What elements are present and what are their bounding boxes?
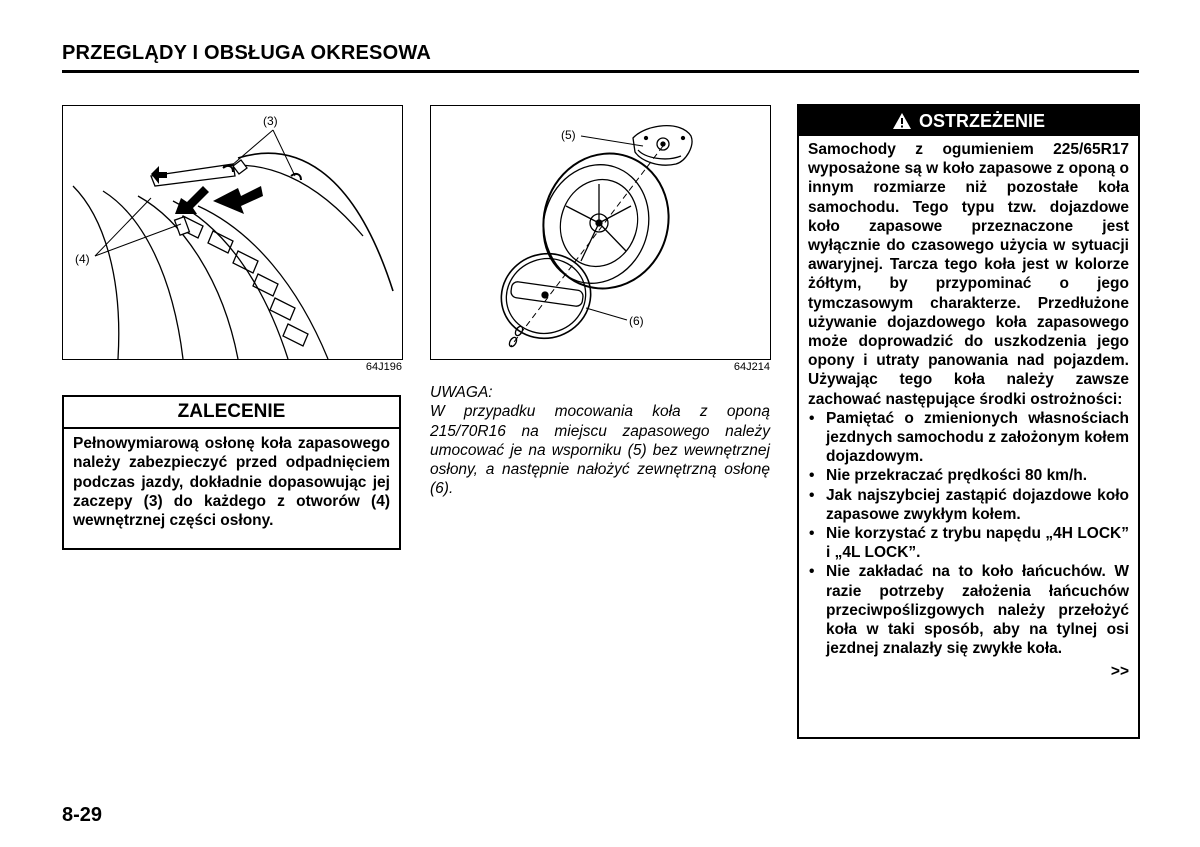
page-header-title: PRZEGLĄDY I OBSŁUGA OKRESOWA — [62, 42, 431, 64]
recommendation-text: Pełnowymiarową osłonę koła zapasowego należy zabezpieczyć przed odpadnięciem podczas jazdy, dokładnie dopasowując jej zaczepy (3) do każdego z otworów (4) wewnętrznej części osłony. — [73, 435, 390, 530]
header-rule — [62, 70, 1139, 73]
callout-4: (4) — [75, 252, 90, 266]
recommendation-box — [62, 395, 401, 550]
note-block — [430, 383, 770, 499]
callout-5: (5) — [561, 128, 576, 142]
warning-list — [808, 409, 1129, 659]
warning-list-item: • Jak najszybciej zastąpić dojazdowe koło zapasowe zwykłym kołem. — [808, 486, 1129, 524]
note-label: UWAGA: — [430, 384, 493, 401]
warning-list-item: • Nie przekraczać prędkości 80 km/h. — [808, 466, 1129, 485]
recommendation-title: ZALECENIE — [64, 397, 399, 429]
callout-6: (6) — [629, 314, 644, 328]
warning-list-item: • Nie korzystać z trybu napędu „4H LOCK” i „4L LOCK”. — [808, 524, 1129, 562]
page-number: 8-29 — [62, 804, 103, 826]
warning-body — [799, 136, 1138, 682]
warning-intro: Samochody z ogumieniem 225/65R17 wyposażone są w koło zapasowe z oponą o innym rozmiarze niż pozostałe koła samochodu. Tego typu tzw. dojazdowe koło zapasowe przeznaczone jest wyłącznie do czasowego użycia w sytuacji awaryjnej. Tarcza tego koła jest w kolorze żółtym, by przypominać o jego tymczasowym charakterze. Przedłużone używanie dojazdowego koła zapasowego może doprowadzić do uszkodzenia jego opony i utraty panowania nad pojazdem. Używając tego koła należy zawsze zachować następujące środki ostrożności: — [808, 141, 1129, 408]
warning-title: OSTRZEŻENIE — [918, 110, 1045, 131]
figure-code-middle: 64J214 — [733, 361, 770, 373]
warning-triangle-icon — [892, 112, 912, 130]
warning-list-item: • Pamiętać o zmienionych własnościach jezdnych samochodu z założonym kołem dojazdowym. — [808, 409, 1129, 467]
warning-list-item: • Nie zakładać na to koło łańcuchów. W razie potrzeby założenia łańcuchów przeciwpoślizgowych należy przełożyć koła w taki sposób, aby na tylnej osi jezdnej znalazły się zwykłe koła. — [808, 562, 1129, 658]
warning-box — [797, 104, 1140, 739]
callout-3: (3) — [263, 114, 278, 128]
spare-wheel-illustration — [431, 106, 770, 359]
figure-tire-cover-hooks — [62, 105, 403, 360]
note-text: W przypadku mocowania koła z oponą 215/70R16 na miejscu zapasowego należy umocować je na wsporniku (5) bez wewnętrznej osłony, a następnie nałożyć zewnętrzną osłonę (6). — [430, 403, 770, 498]
continue-mark: >> — [1110, 663, 1129, 681]
tire-cover-illustration — [63, 106, 402, 359]
figure-code-left: 64J196 — [365, 361, 402, 373]
warning-header — [799, 106, 1138, 136]
figure-spare-wheel-mounting — [430, 105, 771, 360]
